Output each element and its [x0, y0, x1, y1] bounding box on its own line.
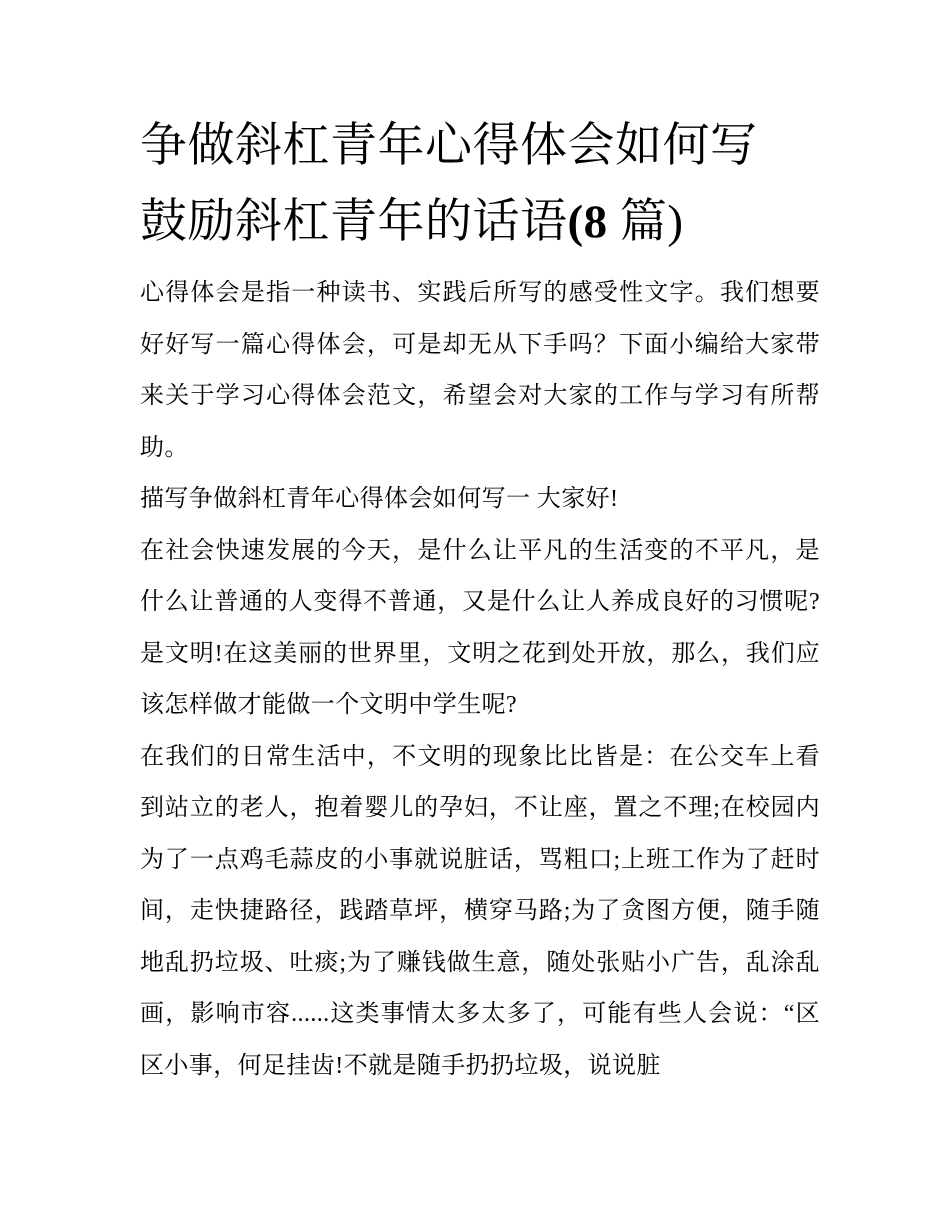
title-line-2-main: 鼓励斜杠青年的话语 — [140, 196, 568, 248]
title-line-2 — [140, 184, 820, 260]
title-line-2-count: (8 — [567, 196, 608, 248]
document-title — [140, 108, 820, 260]
paragraph-greeting: 描写争做斜杠青年心得体会如何写一 大家好! — [140, 486, 619, 512]
title-line-2-tail: 篇) — [619, 196, 684, 248]
title-line-1: 争做斜杠青年心得体会如何写 — [140, 120, 758, 172]
document-body — [140, 268, 820, 1092]
document-content — [140, 108, 820, 1092]
paragraph-intro: 心得体会是指一种读书、实践后所写的感受性文字。我们想要好好写一篇心得体会，可是却无从下手吗？下面小编给大家带来关于学习心得体会范文，希望会对大家的工作与学习有所帮助。 — [140, 280, 820, 461]
paragraph-examples: 在我们的日常生活中，不文明的现象比比皆是：在公交车上看到站立的老人，抱着婴儿的孕妇，不让座，置之不理;在校园内为了一点鸡毛蒜皮的小事就说脏话，骂粗口;上班工作为了赶时间，走快捷路径，践踏草坪，横穿马路;为了贪图方便，随手随地乱扔垃圾、吐痰;为了赚钱做生意，随处张贴小广告，乱涂乱画，影响市容......这类事情太多太多了，可能有些人会说：“区区小事，何足挂齿!不就是随手扔扔垃圾，说说脏 — [140, 743, 820, 1079]
paragraph-question: 在社会快速发展的今天，是什么让平凡的生活变的不平凡，是什么让普通的人变得不普通，又是什么让人养成良好的习惯呢?是文明!在这美丽的世界里，文明之花到处开放，那么，我们应该怎样做才能做一个文明中学生呢? — [140, 537, 820, 718]
